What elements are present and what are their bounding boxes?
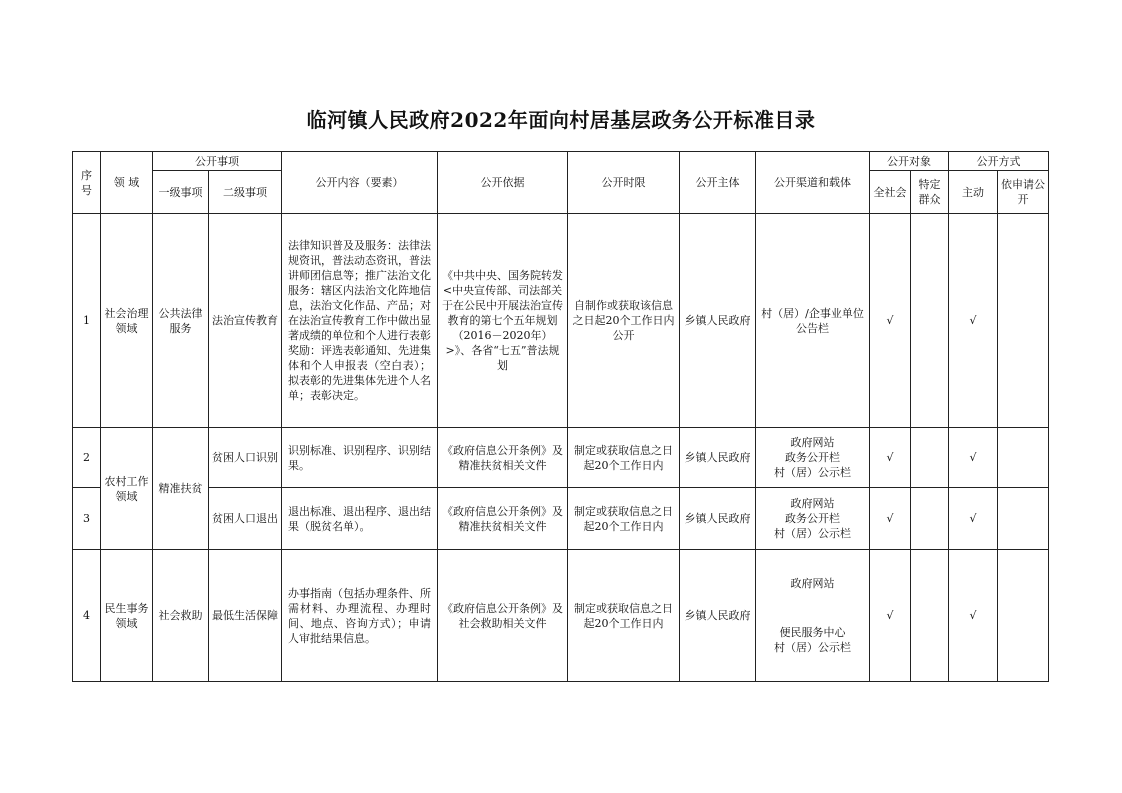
header-basis: 公开依据: [438, 152, 568, 214]
table-row: [73, 550, 1049, 682]
level2-cell: 最低生活保障: [209, 550, 282, 682]
whole-society-mark: √: [870, 428, 911, 488]
header-mode: 公开方式: [949, 152, 1049, 171]
channel-line: 政府网站: [790, 436, 835, 449]
channel-spacer: [759, 591, 866, 625]
apply-mark: [998, 428, 1049, 488]
seq-cell: 1: [73, 214, 101, 428]
channel-cell: [756, 550, 870, 682]
apply-mark: [998, 550, 1049, 682]
subject-cell: 乡镇人民政府: [680, 550, 756, 682]
subject-cell: 乡镇人民政府: [680, 214, 756, 428]
field-cell: 民生事务领域: [101, 550, 153, 682]
header-apply: 依申请公开: [998, 171, 1049, 214]
level1-cell: 公共法律服务: [153, 214, 209, 428]
specific-public-mark: [911, 428, 949, 488]
header-row-1: [73, 152, 1049, 171]
field-cell: 社会治理领域: [101, 214, 153, 428]
header-level2: 二级事项: [209, 171, 282, 214]
header-matters: 公开事项: [153, 152, 282, 171]
content-cell: 办事指南（包括办理条件、所需材料、办理流程、办理时间、地点、咨询方式）；申请人审批结果信息。: [282, 550, 438, 682]
whole-society-mark: √: [870, 488, 911, 550]
channel-line: 政府网站: [790, 497, 835, 510]
page-title: 临河镇人民政府2022年面向村居基层政务公开标准目录: [306, 108, 816, 132]
header-content: 公开内容（要素）: [282, 152, 438, 214]
active-mark: √: [949, 550, 998, 682]
specific-public-mark: [911, 550, 949, 682]
subject-cell: 乡镇人民政府: [680, 428, 756, 488]
whole-society-mark: √: [870, 214, 911, 428]
channel-line: 村（居）公示栏: [774, 527, 851, 540]
channel-line: 政务公开栏: [785, 512, 840, 525]
header-field: 领 域: [101, 152, 153, 214]
level2-cell: 贫困人口识别: [209, 428, 282, 488]
header-seq: 序号: [73, 152, 101, 214]
content-cell: 法律知识普及及服务：法律法规资讯，普法动态资讯，普法讲师团信息等；推广法治文化服务：辖区内法治文化阵地信息，法治文化作品、产品；对在法治宣传教育工作中做出显著成绩的单位和个人进行表彰奖励：评选表彰通知、先进集体和个人申报表（空白表）；拟表彰的先进集体先进个人名单；表彰决定。: [282, 214, 438, 428]
subject-cell: 乡镇人民政府: [680, 488, 756, 550]
table-row: [73, 488, 1049, 550]
channel-line: 村（居）公示栏: [774, 466, 851, 479]
apply-mark: [998, 488, 1049, 550]
header-subject: 公开主体: [680, 152, 756, 214]
channel-line: 政务公开栏: [785, 451, 840, 464]
basis-cell: 《政府信息公开条例》及精准扶贫相关文件: [438, 428, 568, 488]
time-cell: 自制作或获取该信息之日起20个工作日内公开: [568, 214, 680, 428]
active-mark: √: [949, 214, 998, 428]
header-active: 主动: [949, 171, 998, 214]
content-cell: 识别标准、识别程序、识别结果。: [282, 428, 438, 488]
table-row: [73, 428, 1049, 488]
level2-cell: 贫困人口退出: [209, 488, 282, 550]
seq-cell: 4: [73, 550, 101, 682]
header-time: 公开时限: [568, 152, 680, 214]
specific-public-mark: [911, 214, 949, 428]
level1-cell: 精准扶贫: [153, 428, 209, 550]
channel-cell: [756, 488, 870, 550]
basis-cell: 《政府信息公开条例》及精准扶贫相关文件: [438, 488, 568, 550]
whole-society-mark: √: [870, 550, 911, 682]
channel-cell: [756, 428, 870, 488]
channel-line: 政府网站: [790, 577, 835, 590]
basis-cell: 《政府信息公开条例》及社会救助相关文件: [438, 550, 568, 682]
content-cell: 退出标准、退出程序、退出结果（脱贫名单）。: [282, 488, 438, 550]
time-cell: 制定或获取信息之日起20个工作日内: [568, 428, 680, 488]
channel-line: 村（居）公示栏: [774, 641, 851, 654]
header-whole-society: 全社会: [870, 171, 911, 214]
header-channel: 公开渠道和载体: [756, 152, 870, 214]
channel-line: 便民服务中心: [779, 626, 846, 639]
seq-cell: 3: [73, 488, 101, 550]
apply-mark: [998, 214, 1049, 428]
active-mark: √: [949, 428, 998, 488]
basis-cell: 《中共中央、国务院转发<中央宣传部、司法部关于在公民中开展法治宣传教育的第七个五年规划（2016－2020年）>》、各省“七五”普法规划: [438, 214, 568, 428]
channel-cell: 村（居）/企事业单位公告栏: [756, 214, 870, 428]
field-cell: 农村工作领域: [101, 428, 153, 550]
seq-cell: 2: [73, 428, 101, 488]
header-level1: 一级事项: [153, 171, 209, 214]
specific-public-mark: [911, 488, 949, 550]
header-specific-public: 特定群众: [911, 171, 949, 214]
level1-cell: 社会救助: [153, 550, 209, 682]
level2-cell: 法治宣传教育: [209, 214, 282, 428]
catalog-table: [72, 151, 1049, 682]
active-mark: √: [949, 488, 998, 550]
time-cell: 制定或获取信息之日起20个工作日内: [568, 550, 680, 682]
header-target: 公开对象: [870, 152, 949, 171]
table-row: [73, 214, 1049, 428]
time-cell: 制定或获取信息之日起20个工作日内: [568, 488, 680, 550]
